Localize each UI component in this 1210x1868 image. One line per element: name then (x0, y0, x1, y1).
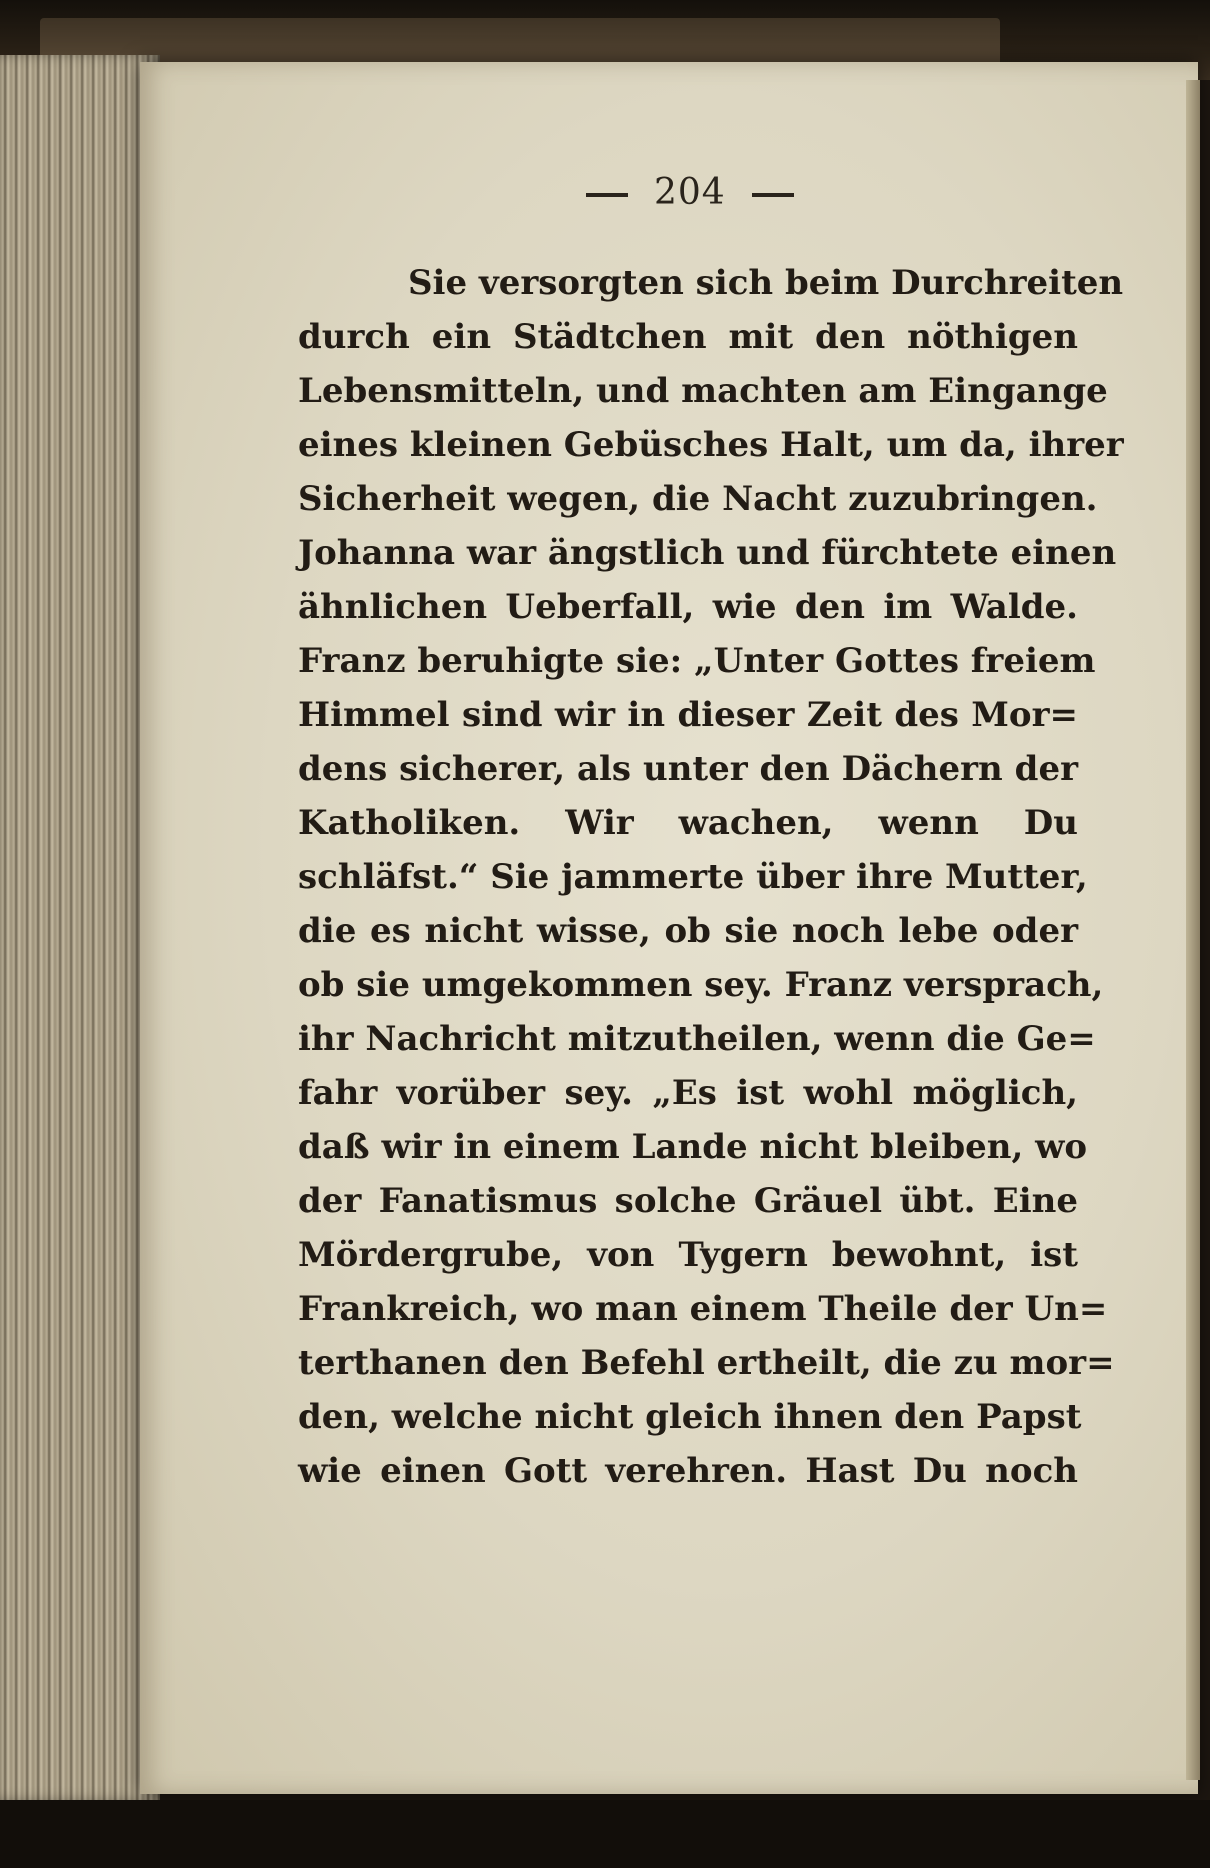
text-line: den, welche nicht gleich ihnen den Papst (298, 1397, 1082, 1437)
page-right-edge (1186, 80, 1200, 1780)
text-line: terthanen den Befehl ertheilt, die zu mor= (298, 1343, 1115, 1383)
text-line: fahr vorüber sey. „Es ist wohl möglich, (298, 1073, 1078, 1113)
page-number: 204 (654, 172, 726, 213)
text-line: die es nicht wisse, ob sie noch lebe oder (298, 911, 1078, 951)
text-line: wie einen Gott verehren. Hast Du noch (298, 1451, 1078, 1491)
text-line: ähnlichen Ueberfall, wie den im Walde. (298, 587, 1078, 627)
text-line: Johanna war ängstlich und fürchtete einen (298, 533, 1117, 573)
text-line: Himmel sind wir in dieser Zeit des Mor= (298, 695, 1078, 735)
text-line: durch ein Städtchen mit den nöthigen (298, 317, 1078, 357)
page-stack (0, 55, 160, 1800)
text-line: Sie versorgten sich beim Durchreiten (408, 263, 1124, 303)
text-line: Mördergrube, von Tygern bewohnt, ist (298, 1235, 1078, 1275)
text-line: Frankreich, wo man einem Theile der Un= (298, 1289, 1108, 1329)
text-line: Lebensmitteln, und machten am Eingange (298, 371, 1108, 411)
page-header (560, 172, 860, 222)
text-line: ob sie umgekommen sey. Franz versprach, (298, 965, 1104, 1005)
text-line: eines kleinen Gebüsches Halt, um da, ihrer (298, 425, 1124, 465)
header-dash-right (752, 193, 794, 197)
header-dash-left (586, 193, 628, 197)
text-line: Katholiken. Wir wachen, wenn Du (298, 803, 1078, 843)
page-text (298, 256, 1124, 1498)
text-line: ihr Nachricht mitzutheilen, wenn die Ge= (298, 1019, 1096, 1059)
text-line: daß wir in einem Lande nicht bleiben, wo (298, 1127, 1088, 1167)
text-line: Franz beruhigte sie: „Unter Gottes freiem (298, 641, 1096, 681)
text-line: schläfst.“ Sie jammerte über ihre Mutter, (298, 857, 1088, 897)
text-line: dens sicherer, als unter den Dächern der (298, 749, 1078, 789)
book-bottom-edge (0, 1800, 1210, 1868)
text-line: Sicherheit wegen, die Nacht zuzubringen. (298, 479, 1098, 519)
text-line: der Fanatismus solche Gräuel übt. Eine (298, 1181, 1078, 1221)
